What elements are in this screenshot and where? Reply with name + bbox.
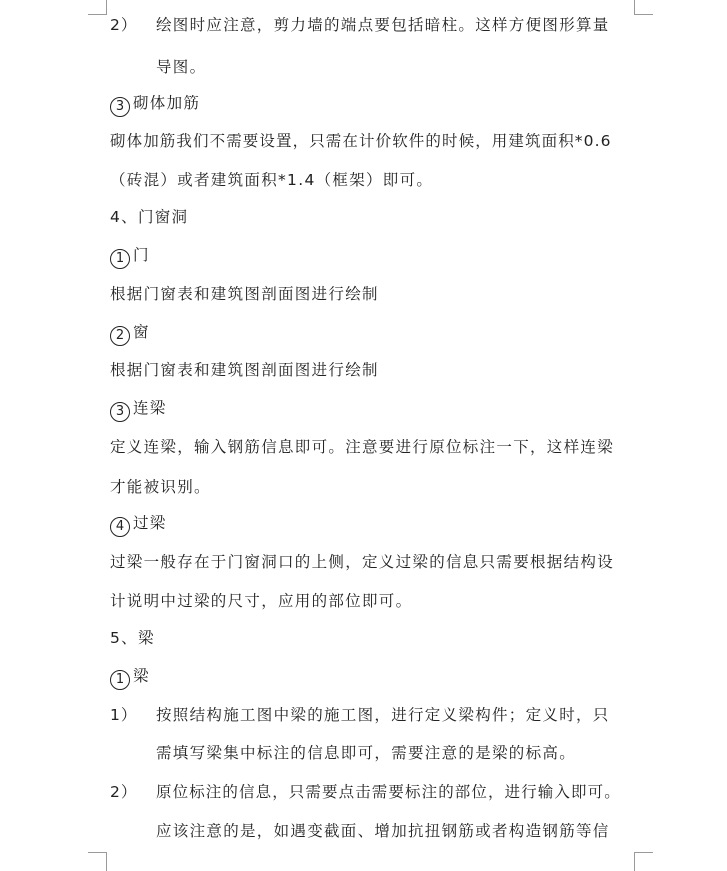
circled-number: 2 — [110, 326, 130, 346]
paragraph-line: 导图。 — [156, 58, 207, 76]
section-heading: 4、门窗洞 — [110, 208, 189, 226]
circled-number: 1 — [110, 670, 130, 690]
crop-mark-bottom-left — [88, 852, 107, 871]
paragraph-line: 按照结构施工图中梁的施工图，进行定义梁构件；定义时，只 — [156, 706, 610, 724]
paragraph-line: （砖混）或者建筑面积*1.4（框架）即可。 — [110, 171, 434, 189]
subheading-text: 砌体加筋 — [133, 94, 201, 112]
subheading — [110, 666, 150, 690]
subheading — [110, 322, 150, 346]
subheading-text: 窗 — [133, 323, 150, 341]
subheading-text: 门 — [133, 246, 150, 264]
section-heading: 5、梁 — [110, 629, 155, 647]
paragraph-line: 需填写梁集中标注的信息即可，需要注意的是梁的标高。 — [156, 744, 577, 762]
circled-number: 4 — [110, 517, 130, 537]
list-number: 2） — [110, 16, 138, 34]
subheading-text: 梁 — [133, 667, 150, 685]
list-number: 2） — [110, 783, 138, 801]
list-number: 1） — [110, 706, 138, 724]
paragraph-line: 根据门窗表和建筑图剖面图进行绘制 — [110, 361, 379, 379]
subheading-text: 连梁 — [133, 399, 167, 417]
paragraph-line: 计说明中过梁的尺寸，应用的部位即可。 — [110, 592, 413, 610]
paragraph-line: 过梁一般存在于门窗洞口的上侧，定义过梁的信息只需要根据结构设 — [110, 553, 615, 571]
paragraph-line: 砌体加筋我们不需要设置，只需在计价软件的时候，用建筑面积*0.6 — [110, 132, 612, 150]
circled-number: 1 — [110, 249, 130, 269]
circled-number: 3 — [110, 402, 130, 422]
subheading — [110, 398, 167, 422]
paragraph-line: 才能被识别。 — [110, 478, 211, 496]
circled-number: 3 — [110, 97, 130, 117]
paragraph-line: 根据门窗表和建筑图剖面图进行绘制 — [110, 285, 379, 303]
paragraph-line: 应该注意的是，如遇变截面、增加抗扭钢筋或者构造钢筋等信 — [156, 822, 610, 840]
subheading — [110, 513, 167, 537]
crop-mark-top-left — [88, 0, 107, 15]
paragraph-line: 原位标注的信息，只需要点击需要标注的部位，进行输入即可。 — [156, 783, 621, 801]
paragraph-line: 绘图时应注意，剪力墙的端点要包括暗柱。这样方便图形算量 — [156, 16, 610, 34]
subheading — [110, 245, 150, 269]
subheading — [110, 93, 200, 117]
crop-mark-bottom-right — [634, 852, 653, 871]
crop-mark-top-right — [634, 0, 653, 15]
paragraph-line: 定义连梁，输入钢筋信息即可。注意要进行原位标注一下，这样连梁 — [110, 438, 615, 456]
subheading-text: 过梁 — [133, 514, 167, 532]
